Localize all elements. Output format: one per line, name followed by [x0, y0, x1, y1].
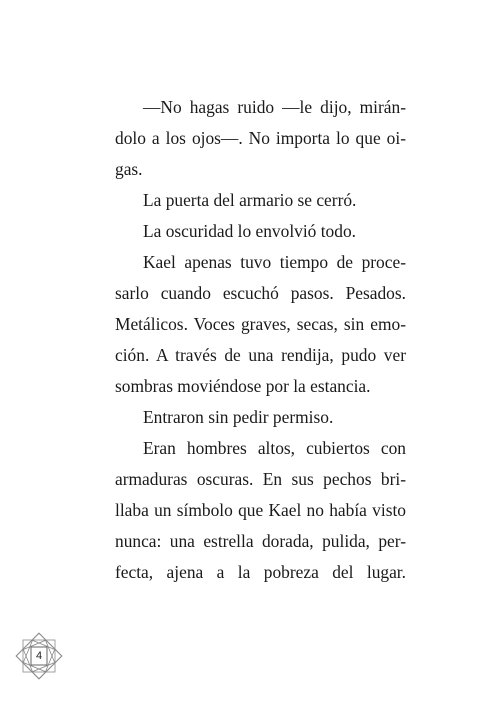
- text-line: dolo a los ojos—. No importa lo que oi-: [115, 128, 406, 148]
- text-line: Entraron sin pedir permiso.: [143, 407, 334, 427]
- text-line: fecta, ajena a la pobreza del lugar.: [115, 562, 406, 582]
- text-line: armaduras oscuras. En sus pechos bri-: [115, 469, 406, 489]
- text-line: nunca: una estrella dorada, pulida, per-: [115, 531, 406, 551]
- paragraph: [115, 247, 406, 402]
- text-line: gas.: [115, 159, 143, 179]
- paragraph: [115, 92, 406, 185]
- text-line: La puerta del armario se cerró.: [143, 190, 357, 210]
- paragraph: [115, 402, 406, 433]
- text-line: Kael apenas tuvo tiempo de proce-: [143, 252, 406, 272]
- text-line: sarlo cuando escuchó pasos. Pesados.: [115, 283, 406, 303]
- body-text: [115, 92, 406, 588]
- paragraph: [115, 185, 406, 216]
- text-line: La oscuridad lo envolvió todo.: [143, 221, 356, 241]
- text-line: ción. A través de una rendija, pudo ver: [115, 345, 406, 365]
- page-number-ornament: [14, 631, 64, 681]
- text-line: Eran hombres altos, cubiertos con: [143, 438, 406, 458]
- text-line: llaba un símbolo que Kael no había visto: [115, 500, 406, 520]
- text-line: sombras moviéndose por la estancia.: [115, 376, 371, 396]
- paragraph: [115, 433, 406, 588]
- text-line: —No hagas ruido —le dijo, mirán-: [143, 97, 406, 117]
- page-number: 4: [35, 650, 43, 662]
- text-line: Metálicos. Voces graves, secas, sin emo-: [115, 314, 406, 334]
- paragraph: [115, 216, 406, 247]
